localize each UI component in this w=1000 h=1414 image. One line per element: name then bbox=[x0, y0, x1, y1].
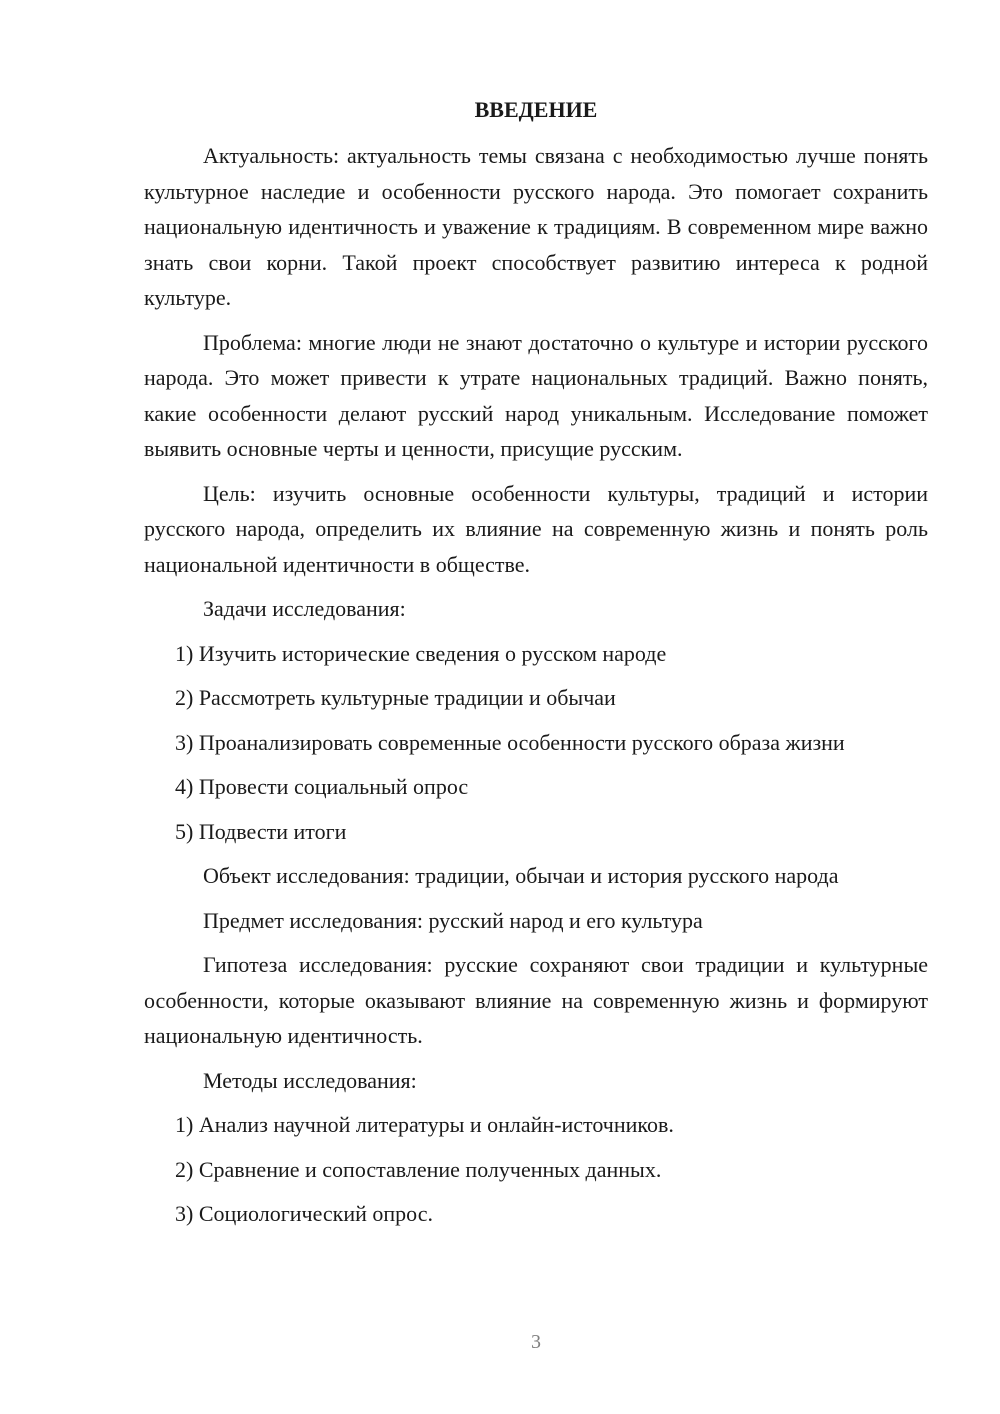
task-item: 1) Изучить исторические сведения о русском народе bbox=[175, 640, 667, 666]
page-title: ВВЕДЕНИЕ bbox=[474, 97, 598, 122]
tasks-heading: Задачи исследования: bbox=[203, 596, 406, 621]
task-item: 4) Провести социальный опрос bbox=[175, 774, 469, 799]
problem-paragraph: Проблема: многие люди не знают достаточно о культуре и истории русского народа. Это может привести к утрате национальных традиций. Важно понять, какие особенности делают русский народ уникальным. Исследование поможет выявить основные черты и ценности, присущие русским. bbox=[144, 329, 928, 461]
document-page bbox=[144, 92, 928, 1241]
hypothesis-paragraph: Гипотеза исследования: русские сохраняют свои традиции и культурные особенности, которые оказывают влияние на современную жизнь и формируют национальную идентичность. bbox=[144, 952, 928, 1048]
method-item: 1) Анализ научной литературы и онлайн-источников. bbox=[175, 1112, 674, 1137]
method-item: 2) Сравнение и сопоставление полученных данных. bbox=[175, 1156, 662, 1182]
method-item: 3) Социологический опрос. bbox=[175, 1201, 433, 1226]
methods-heading: Методы исследования: bbox=[203, 1067, 417, 1093]
page-number: 3 bbox=[531, 1331, 541, 1353]
relevance-paragraph: Актуальность: актуальность темы связана с необходимостью лучше понять культурное наследие и особенности русского народа. Это помогает сохранить национальную идентичность и уважение к традициям. В современном мире важно знать свои корни. Такой проект способствует развитию интереса к родной культуре. bbox=[144, 143, 928, 310]
research-subject: Предмет исследования: русский народ и его культура bbox=[203, 907, 703, 933]
task-item: 3) Проанализировать современные особенности русского образа жизни bbox=[175, 729, 845, 755]
research-object: Объект исследования: традиции, обычаи и история русского народа bbox=[203, 863, 839, 888]
task-item: 2) Рассмотреть культурные традиции и обычаи bbox=[175, 685, 616, 710]
goal-paragraph: Цель: изучить основные особенности культуры, традиций и истории русского народа, определить их влияние на современную жизнь и понять роль национальной идентичности в обществе. bbox=[144, 480, 928, 577]
task-item: 5) Подвести итоги bbox=[175, 818, 347, 844]
